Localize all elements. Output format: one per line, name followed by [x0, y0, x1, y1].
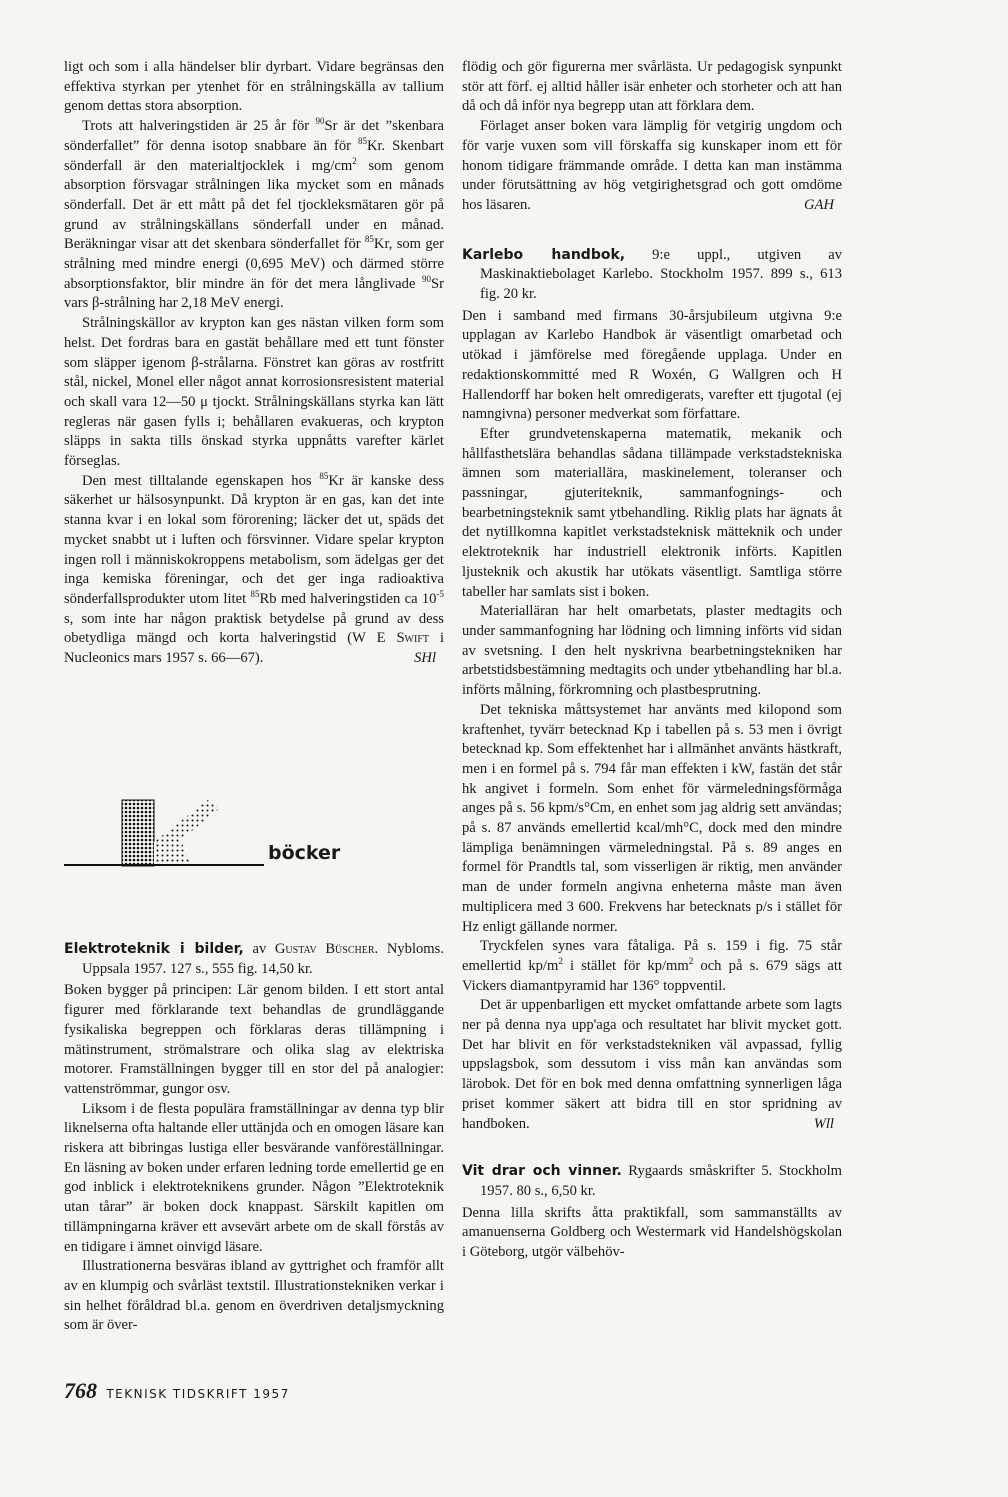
- paragraph: [462, 117, 842, 216]
- superscript: 2: [688, 956, 694, 967]
- logo-rule: [64, 864, 264, 866]
- author-name: Swift: [396, 630, 429, 647]
- paragraph: [462, 996, 842, 1134]
- text: Sr vars β-strålning har 2,18 MeV energi.: [64, 275, 444, 312]
- paragraph: Denna lilla skrifts åtta praktikfall, som sammanställts av amanuenserna Goldberg och Westermark vid Handelshögskolan i Göteborg, utgör välbehöv-: [462, 1204, 842, 1261]
- review-title: Karlebo handbok,: [462, 246, 626, 263]
- paragraph: [64, 472, 444, 669]
- review-title: Vit drar och vinner.: [462, 1163, 622, 1180]
- review-header: [462, 1162, 842, 1201]
- text: Rb med halveringstiden ca 10: [259, 590, 437, 607]
- page-number: 768: [64, 1378, 97, 1403]
- paragraph: Den i samband med firmans 30-årsjubileum utgivna 9:e upplagan av Karlebo Handbok är väsentligt omarbetad och utökad i jämförelse med föregående upplaga. Under en redaktionskommitté med R Woxén, G Wallgren och H Hallendorff har boken helt omredigerats, varefter ett tjugotal (ej namngivna) personer medverkat som författare.: [462, 307, 842, 423]
- review-header: [64, 940, 444, 979]
- review-author: Gustav Büscher: [274, 941, 375, 957]
- signature: GAH: [804, 196, 834, 213]
- paragraph: [462, 937, 842, 996]
- text: som genom absorption försvagar strålningen lika mycket som en månads sönderfall. Det är ett mått på det fel tjockleksmätaren gör på grund av strålningskällans sönderfall under en månad. Beräkningar visar att det skenbara sönderfallet för: [64, 157, 444, 253]
- review-meta: 9:e uppl., utgiven av Maskinaktiebolaget Karlebo. Stockholm 1957. 899 s., 613 fig. 20 kr.: [480, 246, 842, 303]
- review-title: Elektroteknik i bilder,: [64, 941, 244, 957]
- logo-text: böcker: [268, 842, 341, 864]
- text: Det är uppenbarligen ett mycket omfattande arbete som lagts ner på denna nya upp'aga och resultatet har blivit mycket gott. Det har blivit en för verkstadstekniken väl avpassad, fyllig uppslagsbok, som dessutom i viss mån kan användas som lärobok. Det för en bok med denna omfattning synnerligen låga priset kommer säkert att bidra till en stor spridning av handboken.: [462, 997, 842, 1132]
- paragraph: flödig och gör figurerna mer svårlästa. Ur pedagogisk synpunkt stör att förf. ej alltid håller isär enheter och storheter och att han då och då inför nya begrepp utan att förklara dem.: [462, 59, 842, 115]
- text: i Nucleonics mars 1957 s. 66—67).: [64, 630, 444, 667]
- right-column: [462, 58, 842, 1263]
- text: Trots att halveringstiden är 25 år för: [82, 118, 316, 135]
- superscript: 90: [422, 273, 432, 284]
- text: Kr är kanske dess säkerhet ur hälsosynpunkt. Då krypton är en gas, kan det inte stanna kvar i en lokal som förorening; läcker det ut, späds det mycket snabbt ut i luften och försvinner. Vidare spelar krypton ingen roll i människokroppens metabolism, som ädelgas ger det inga kemiska föreningar, och det ger inga radioaktiva sönderfallsprodukter utom litet: [64, 472, 444, 607]
- paragraph: Illustrationerna besväras ibland av gyttrighet och framför allt av en klumpig och svårläst textstil. Illustrationstekniken verkar i sin helhet föråldrad bl.a. genom en överdriven detaljsmyckning som är över-: [64, 1258, 444, 1334]
- signature: SHl: [414, 650, 436, 667]
- superscript: 2: [352, 155, 357, 166]
- text: i stället för kp/mm: [562, 957, 689, 974]
- books-logo-icon: [120, 798, 230, 868]
- superscript: -5: [436, 589, 444, 600]
- paragraph: [64, 117, 444, 314]
- text: Tryckfelen synes vara fåtaliga. På s. 159 i fig. 75 står emellertid kp/m: [462, 938, 842, 974]
- paragraph: Efter grundvetenskaperna matematik, mekanik och hållfasthetslära behandlas sådana tillämpade verkstadstekniska ämnen som materiallära, maskinelement, toleranser och passningar, gjuteriteknik, sammanfognings- och bearbetningsteknik samt ytbehandling. Riklig plats har ägnats åt det nytillkomna kapitlet verkstadsteknisk mätteknik och under elektroteknik har industriell elektronik införts. Kapitlen ljusteknik och akustik har utökats väsentligt. Samtliga större tabeller har samlats sist i boken.: [462, 425, 842, 600]
- superscript: 90: [315, 116, 325, 127]
- books-section-logo: [64, 798, 444, 868]
- review-header: [462, 246, 842, 305]
- signature: Wll: [813, 1115, 834, 1132]
- text: Den mest tilltalande egenskapen hos: [82, 472, 320, 489]
- paragraph: Materialläran har helt omarbetats, plaster medtagits och under sammanfogning har lödning och limning införts vid sidan av svetsning. I den helt nyskrivna bearbetningstekniken har arbetstidsbestämning medtagits och under ytbehandling har bl.a. införts målning, förkromning och plastbesprutning.: [462, 603, 842, 699]
- text: Förlaget anser boken vara lämplig för vetgirig ungdom och för varje vuxen som vill förskaffa sig kunskaper inom ett för honom tidigare främmande område. I detta kan man instämma under förutsättning av hög vetgirighetsgrad och gott omdöme hos läsaren.: [462, 118, 842, 213]
- review-meta: . Nybloms. Uppsala 1957. 127 s., 555 fig. 14,50 kr.: [82, 941, 444, 977]
- superscript: 2: [558, 956, 563, 967]
- superscript: 85: [250, 589, 260, 600]
- text: och på s. 679 sägs att Vickers diamantpyramid har 136° toppventil.: [462, 957, 842, 994]
- paragraph: Liksom i de flesta populära framställningar av denna typ blir liknelserna ofta haltande eller uttänjda och en omogen läsare kan riskera att bibringas lustiga eller besvärande vanföreställningar. En läsning av boken under erfaren ledning torde emellertid ge en god inblick i elektroteknikens grunder. Någon ”Elektroteknik utan tårar” är boken dock knappast. Särskilt kapitlen om tillämpningarna kräver ett avsevärt arbete om de skall förstås av en tidigare i ämnet oinvigd läsare.: [64, 1100, 444, 1255]
- text: s, som inte har någon praktisk betydelse på grund av dess obetydliga mängd och korta halveringstid (W E: [64, 610, 444, 647]
- text: Kr. Skenbart sönderfall är den materialtjocklek i mg/cm: [64, 137, 444, 174]
- superscript: 85: [364, 234, 374, 245]
- journal-name: TEKNISK TIDSKRIFT 1957: [106, 1387, 290, 1401]
- left-column: [64, 58, 444, 669]
- left-column-review: [64, 940, 444, 1336]
- superscript: 85: [357, 135, 367, 146]
- paragraph: ligt och som i alla händelser blir dyrbart. Vidare begränsas den effektiva styrkan per ytenhet för en strålningskälla av tallium genom dettas stora absorption.: [64, 59, 444, 115]
- paragraph: Det tekniska måttsystemet har använts med kilopond som kraftenhet, tyvärr betecknad Kp i tabellen på s. 53 men i övrigt betecknad kp. Som effektenhet har i allmänhet använts hästkraft, men i en formel på s. 794 får man effekten i kW, fastän det står hk angivet i formeln. Som enhet för värmeledningsförmåga anges på s. 56 kpm/s°Cm, en enhet som jag aldrig sett användas; på s. 87 används emellertid kcal/mh°C, dock med den mindre lämpliga benämningen värmeledningstal. På s. 89 anges en formel för Prandtls tal, som visserligen är riktig, men använder man de under formeln angivna enheterna måste man även multiplicera med 3 600. Frekvens har betecknats p/s i stället för Hz enligt gällande normer.: [462, 701, 842, 935]
- text: Kr, som ger strålning med mindre energi (0,695 MeV) och därmed större absorptionsfaktor, blir mindre än för det mera långlivade: [64, 236, 444, 292]
- paragraph: Strålningskällor av krypton kan ges nästan vilken form som helst. Det fordras bara en gastät behållare med ett tunt fönster som släpper igenom β-strålarna. Fönstret kan göras av rostfritt stål, nickel, Monel eller något annat korrosionsresistent material och skall vara 12—50 μ tjockt. Strålningskällans styrka kan lätt regleras när gasen fylls i; behållaren evakueras, och krypton släpps in sakta tills önskad styrka uppnåtts varefter kärlet förseglas.: [64, 315, 444, 470]
- review-meta: Rygaards småskrifter 5. Stockholm 1957. 80 s., 6,50 kr.: [480, 1163, 842, 1199]
- page-footer: [64, 1378, 290, 1404]
- paragraph: Boken bygger på principen: Lär genom bilden. I ett stort antal figurer med förklarande text behandlas de grundläggande fysikaliska begreppen och förklaras deras tillämpning i mätinstrument, strömalstrare och olika slag av elektriska motorer. Framställningen bygger till en stor del på analogier: vattenströmmar, gungor osv.: [64, 982, 444, 1097]
- text: av: [243, 941, 275, 957]
- text: Sr är det ”skenbara sönderfallet” för denna isotop snabbare än för: [64, 118, 444, 154]
- superscript: 85: [319, 470, 329, 481]
